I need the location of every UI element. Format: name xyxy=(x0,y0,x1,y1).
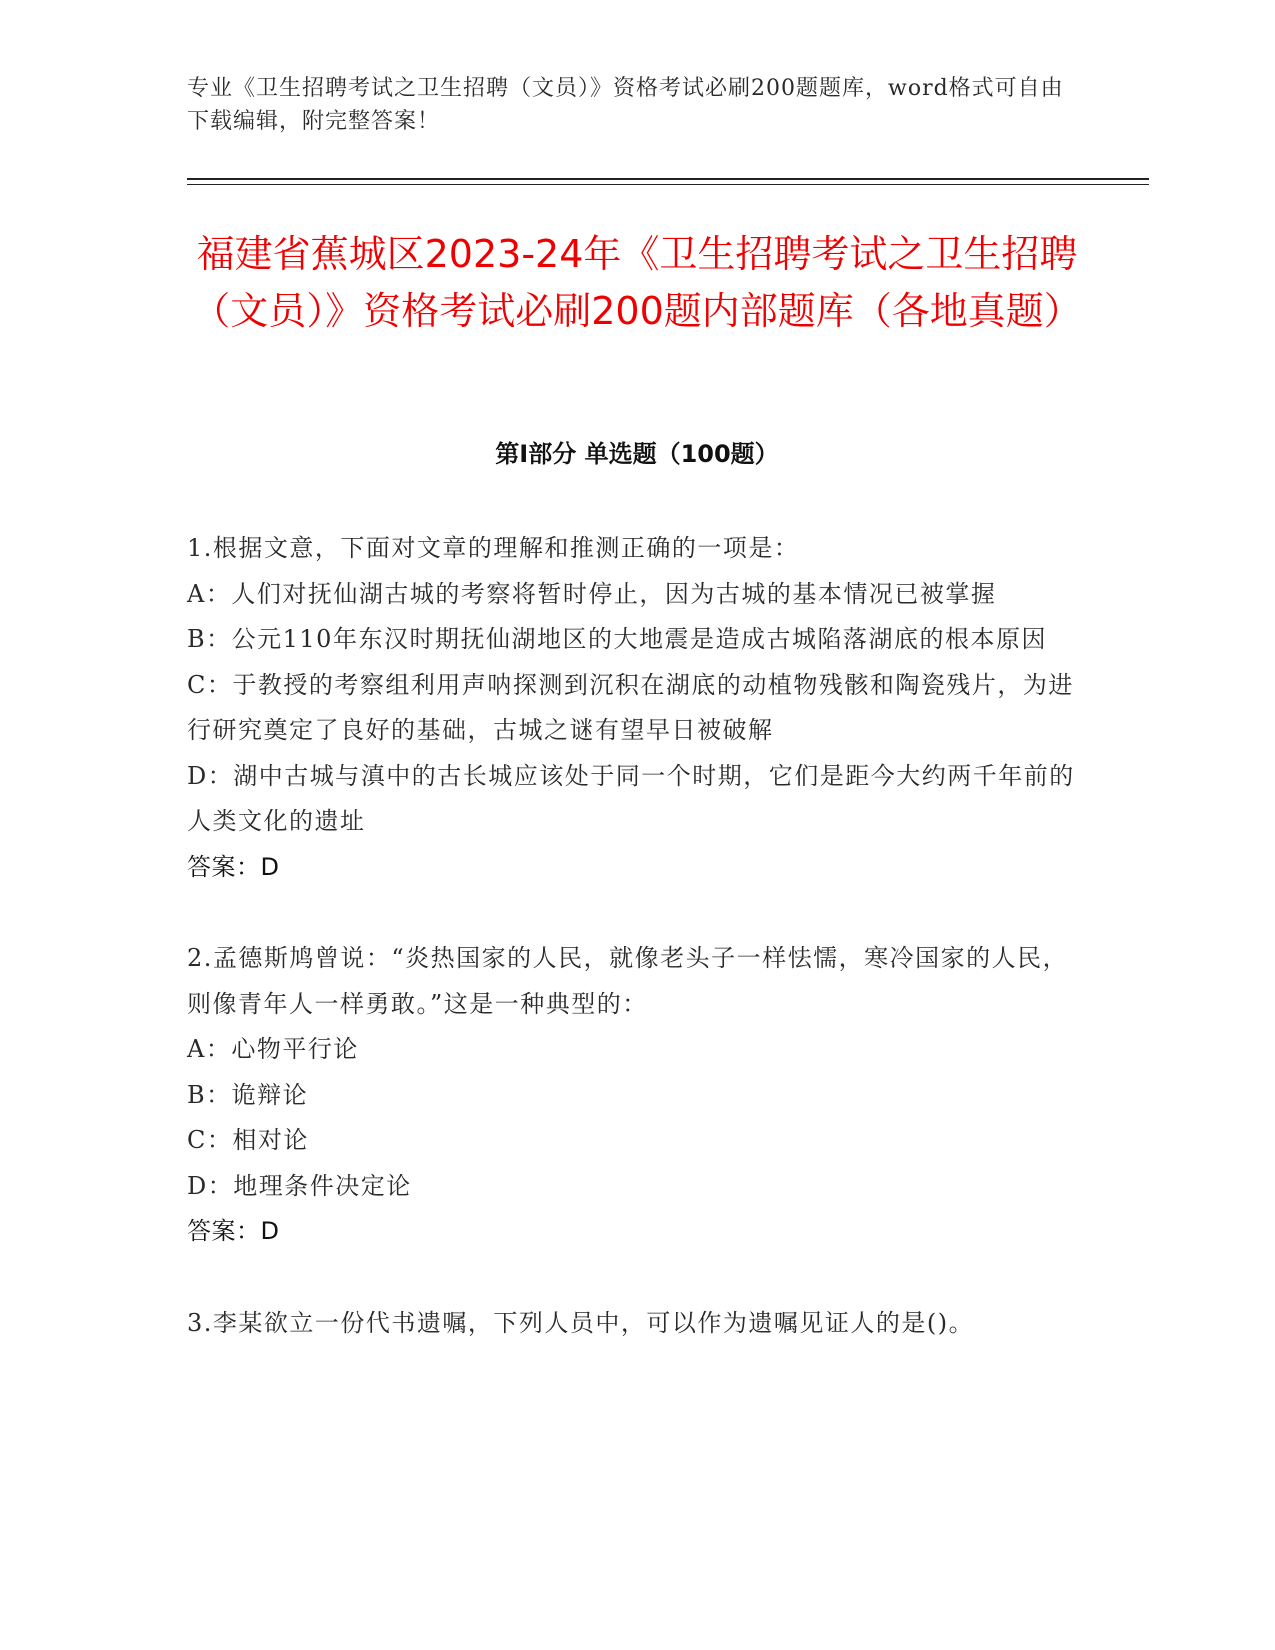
option-b: B：公元110年东汉时期抚仙湖地区的大地震是造成古城陷落湖底的根本原因 xyxy=(187,625,1047,653)
option-c: C：于教授的考察组利用声呐探测到沉积在湖底的动植物残骸和陶瓷残片，为进行研究奠定了良好的基础，古城之谜有望早日被破解 xyxy=(187,670,1074,744)
header-rule-thin xyxy=(187,184,1149,185)
section-heading: 第Ⅰ部分 单选题（100题） xyxy=(495,440,779,468)
question-list xyxy=(187,526,1087,1392)
question-1 xyxy=(187,526,1087,890)
option-a: A：心物平行论 xyxy=(187,1035,359,1063)
question-3 xyxy=(187,1301,1087,1347)
document-title: 福建省蕉城区2023-24年《卫生招聘考试之卫生招聘（文员）》资格考试必刷200题内部题库（各地真题） xyxy=(192,232,1082,333)
question-stem: 2.孟德斯鸠曾说：“炎热国家的人民，就像老头子一样怯懦，寒冷国家的人民，则像青年人一样勇敢。”这是一种典型的： xyxy=(187,944,1069,1018)
option-a: A：人们对抚仙湖古城的考察将暂时停止，因为古城的基本情况已被掌握 xyxy=(187,579,997,608)
question-stem: 3.李某欲立一份代书遗嘱，下列人员中，可以作为遗嘱见证人的是()。 xyxy=(187,1308,975,1337)
question-2 xyxy=(187,936,1087,1255)
answer: 答案：D xyxy=(187,852,280,881)
option-d: D：地理条件决定论 xyxy=(187,1171,412,1200)
option-c: C：相对论 xyxy=(187,1126,309,1154)
question-stem: 1.根据文意，下面对文章的理解和推测正确的一项是： xyxy=(187,534,800,562)
option-d: D：湖中古城与滇中的古长城应该处于同一个时期，它们是距今大约两千年前的人类文化的遗址 xyxy=(187,761,1075,835)
header-note: 专业《卫生招聘考试之卫生招聘（文员）》资格考试必刷200题题库，word格式可自由下载编辑，附完整答案！ xyxy=(187,76,1064,134)
answer: 答案：D xyxy=(187,1217,280,1245)
option-b: B：诡辩论 xyxy=(187,1080,309,1109)
header-rule-thick xyxy=(187,178,1149,180)
